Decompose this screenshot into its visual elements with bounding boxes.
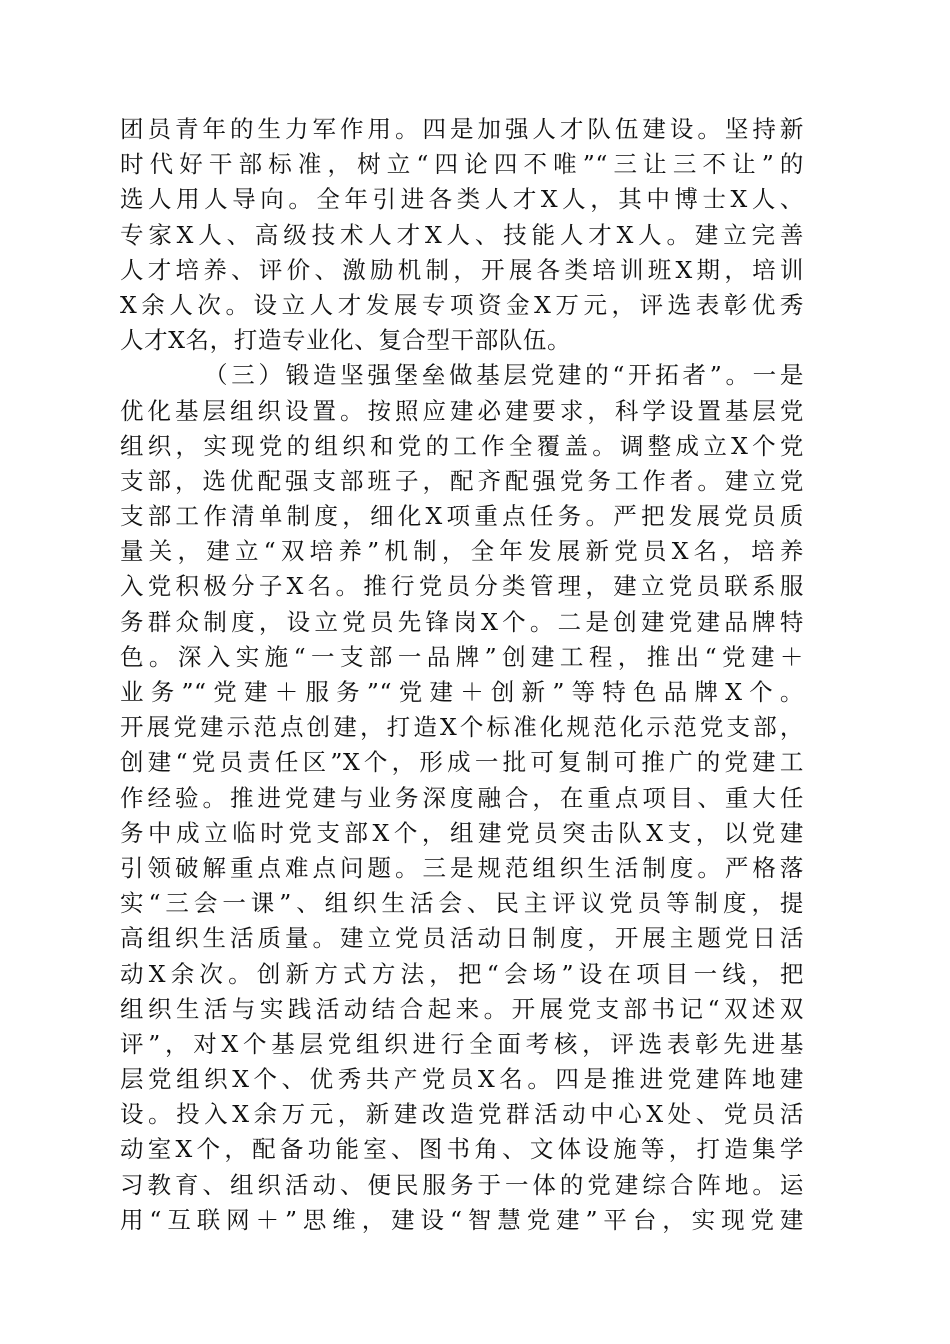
body-text-line: 选人用人导向。全年引进各类人才X人，其中博士X人、: [120, 185, 804, 214]
body-text-line: 用“互联网＋”思维，建设“智慧党建”平台，实现党建: [120, 1205, 804, 1234]
body-text-line: 量关，建立“双培养”机制，全年发展新党员X名，培养: [120, 537, 804, 566]
body-text-line: 专家X人、高级技术人才X人、技能人才X人。建立完善: [120, 220, 804, 249]
body-text-line: 优化基层组织设置。按照应建必建要求，科学设置基层党: [120, 396, 804, 425]
body-text-line: 开展党建示范点创建，打造X个标准化规范化示范党支部，: [120, 713, 804, 742]
body-text-line: 入党积极分子X名。推行党员分类管理，建立党员联系服: [120, 572, 804, 601]
body-text-line: 时代好干部标准，树立“四论四不唯”“三让三不让”的: [120, 150, 804, 179]
body-text-line: 评”，对X个基层党组织进行全面考核，评选表彰先进基: [120, 1029, 804, 1058]
body-text-line: 高组织生活质量。建立党员活动日制度，开展主题党日活: [120, 924, 804, 953]
body-text-line: 务中成立临时党支部X个，组建党员突击队X支，以党建: [120, 818, 804, 847]
body-text-line: 创建“党员责任区”X个，形成一批可复制可推广的党建工: [120, 748, 804, 777]
body-text-line: 支部工作清单制度，细化X项重点任务。严把发展党员质: [120, 502, 804, 531]
body-text-line: 动X余次。创新方式方法，把“会场”设在项目一线，把: [120, 959, 804, 988]
body-text-line: 支部，选优配强支部班子，配齐配强党务工作者。建立党: [120, 466, 804, 495]
body-text-line: 作经验。推进党建与业务深度融合，在重点项目、重大任: [120, 783, 804, 812]
body-text-line: 组织，实现党的组织和党的工作全覆盖。调整成立X个党: [120, 431, 804, 460]
body-text-line: 团员青年的生力军作用。四是加强人才队伍建设。坚持新: [120, 115, 804, 143]
body-text-line: 务群众制度，设立党员先锋岗X个。二是创建党建品牌特: [120, 607, 804, 636]
body-text-line: X余人次。设立人才发展专项资金X万元，评选表彰优秀: [120, 290, 804, 319]
body-text-line: 习教育、组织活动、便民服务于一体的党建综合阵地。运: [120, 1170, 804, 1199]
body-text-line: 引领破解重点难点问题。三是规范组织生活制度。严格落: [120, 853, 804, 882]
body-text-line: 组织生活与实践活动结合起来。开展党支部书记“双述双: [120, 994, 804, 1023]
body-text-line: 动室X个，配备功能室、图书角、文体设施等，打造集学: [120, 1135, 804, 1164]
body-text-line: 设。投入X余万元，新建改造党群活动中心X处、党员活: [120, 1100, 804, 1129]
body-text-line: 层党组织X个、优秀共产党员X名。四是推进党建阵地建: [120, 1065, 804, 1094]
document-body: [120, 112, 804, 1238]
body-text-line: 色。深入实施“一支部一品牌”创建工程，推出“党建＋: [120, 642, 804, 671]
body-text-line: 业务”“党建＋服务”“党建＋创新”等特色品牌X个。: [120, 678, 804, 706]
body-text-line: 人才X名，打造专业化、复合型干部队伍。: [120, 326, 572, 355]
body-text-line: 实“三会一课”、组织生活会、民主评议党员等制度，提: [120, 889, 804, 918]
body-text-line: 人才培养、评价、激励机制，开展各类培训班X期，培训: [120, 255, 804, 284]
section-heading-line: （三）锻造坚强堡垒做基层党建的“开拓者”。一是: [204, 361, 804, 390]
